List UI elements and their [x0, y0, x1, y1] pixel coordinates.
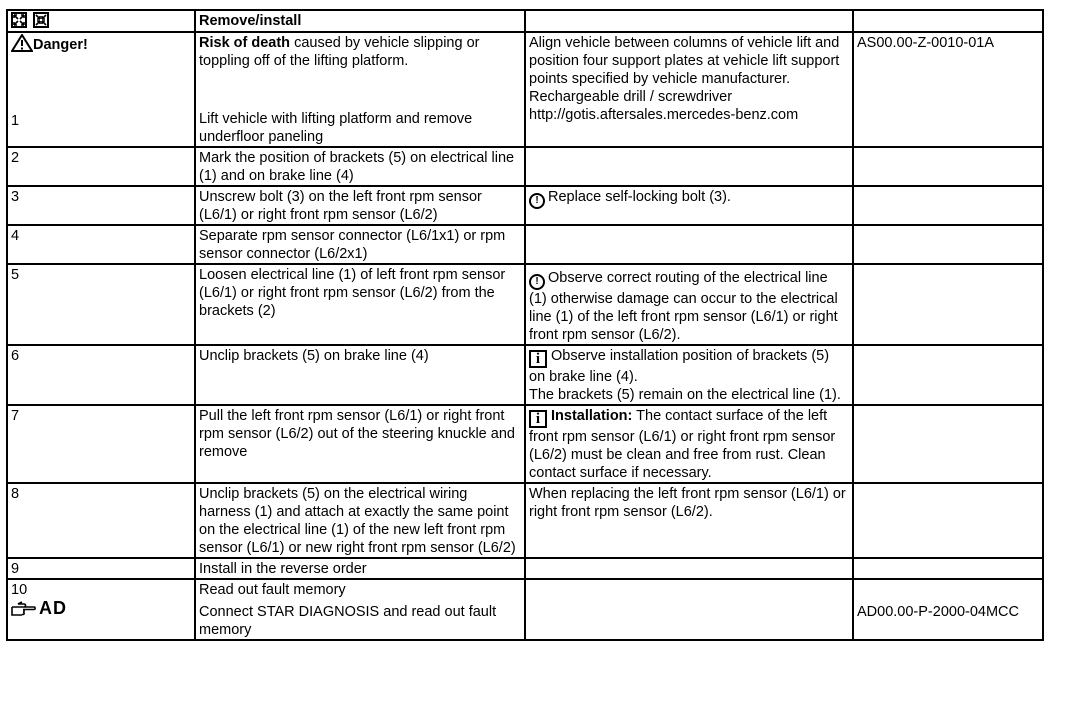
step-number-cell: [7, 579, 195, 640]
step-number: 9: [7, 558, 195, 579]
step-text: Install in the reverse order: [195, 558, 525, 579]
step-text: Separate rpm sensor connector (L6/1x1) or rpm sensor connector (L6/2x1): [195, 225, 525, 264]
step-ref: [853, 225, 1043, 264]
danger-cell: [7, 32, 195, 147]
step-number: 8: [7, 483, 195, 558]
danger-note-cell: [525, 32, 853, 147]
step-row: [7, 186, 1043, 225]
document-reference[interactable]: AS00.00-Z-0010-01A: [857, 35, 995, 51]
step-subtext: Connect STAR DIAGNOSIS and read out fault memory: [199, 604, 497, 638]
step-note: [525, 558, 853, 579]
tool-link[interactable]: http://gotis.aftersales.mercedes-benz.com: [529, 107, 799, 123]
step-text: Read out fault memory: [199, 582, 346, 598]
step-ref: [853, 483, 1043, 558]
risk-title: Risk of death: [199, 35, 291, 51]
step-number: 6: [7, 345, 195, 405]
step-number: 7: [7, 405, 195, 483]
ad-label-line: [11, 599, 191, 619]
pointing-hand-icon: [11, 601, 37, 617]
step-note: ! Observe correct routing of the electrical line (1) otherwise damage can occur to the electrical line (1) of the left front rpm sensor (L6/1) or right front rpm sensor (L6/2).: [525, 264, 853, 345]
step-note: [525, 147, 853, 186]
tool-note: Rechargeable drill / screwdriver: [529, 89, 733, 105]
risk-text: Risk of death caused by vehicle slipping or toppling off of the lifting platform.: [199, 35, 480, 69]
info-icon: i: [529, 350, 547, 368]
ad-label: AD: [39, 598, 67, 618]
step-number: 1: [11, 113, 20, 129]
danger-step1-row: [7, 32, 1043, 147]
expand-icon[interactable]: [11, 12, 27, 28]
step-row: [7, 345, 1043, 405]
collapse-icon[interactable]: [33, 12, 49, 28]
header-row: [7, 10, 1043, 32]
danger-label-line: [11, 34, 191, 54]
step-note: i Observe installation position of brackets (5) on brake line (4). The brackets (5) remain on the electrical line (1).: [525, 345, 853, 405]
document-reference[interactable]: AD00.00-P-2000-04MCC: [857, 604, 1019, 620]
caution-icon: !: [529, 274, 545, 290]
danger-instruction: Align vehicle between columns of vehicle lift and position four support plates at vehicle lift support points specified by vehicle manufacturer.: [529, 35, 840, 87]
step-ref: [853, 147, 1043, 186]
step-number: 4: [7, 225, 195, 264]
step-row: [7, 483, 1043, 558]
procedure-table: [6, 9, 1044, 641]
step-number: 2: [7, 147, 195, 186]
header-empty-cell: [525, 10, 853, 32]
step-row: [7, 225, 1043, 264]
step-row: [7, 579, 1043, 640]
step-text: Unclip brackets (5) on brake line (4): [195, 345, 525, 405]
step-number: 5: [7, 264, 195, 345]
step-text: Pull the left front rpm sensor (L6/1) or right front rpm sensor (L6/2) out of the steering knuckle and remove: [195, 405, 525, 483]
step-note: [525, 225, 853, 264]
header-icons-cell: [7, 10, 195, 32]
step-ref: [853, 405, 1043, 483]
danger-text-cell: [195, 32, 525, 147]
step-number: 3: [7, 186, 195, 225]
step-row: [7, 558, 1043, 579]
warning-triangle-icon: [11, 34, 33, 52]
step-ref: [853, 345, 1043, 405]
step-text: Loosen electrical line (1) of left front rpm sensor (L6/1) or right front rpm sensor (L6/2) from the brackets (2): [195, 264, 525, 345]
step-row: [7, 147, 1043, 186]
step-note: ! Replace self-locking bolt (3).: [525, 186, 853, 225]
header-title: Remove/install: [195, 10, 525, 32]
step-row: [7, 264, 1043, 345]
step-ref: [853, 264, 1043, 345]
step-row: [7, 405, 1043, 483]
step-text: Lift vehicle with lifting platform and remove underfloor paneling: [199, 111, 473, 145]
tightening-torque-icon: !: [529, 193, 545, 209]
step-ref-cell: [853, 579, 1043, 640]
info-icon: i: [529, 410, 547, 428]
step-note: [525, 579, 853, 640]
step-text: Mark the position of brackets (5) on electrical line (1) and on brake line (4): [195, 147, 525, 186]
step-text: Unscrew bolt (3) on the left front rpm sensor (L6/1) or right front rpm sensor (L6/2): [195, 186, 525, 225]
step-note: i Installation: The contact surface of the left front rpm sensor (L6/1) or right front rpm sensor (L6/2) must be clean and free from rust. Clean contact surface if necessary.: [525, 405, 853, 483]
step-number: 10: [11, 582, 28, 598]
step-note: When replacing the left front rpm sensor (L6/1) or right front rpm sensor (L6/2).: [525, 483, 853, 558]
step-ref: [853, 186, 1043, 225]
step-text-cell: [195, 579, 525, 640]
header-empty-cell: [853, 10, 1043, 32]
step-text: Unclip brackets (5) on the electrical wiring harness (1) and attach at exactly the same point on the electrical line (1) of the new left front rpm sensor (L6/1) or new right front rpm sensor (L6/2): [195, 483, 525, 558]
danger-ref-cell: [853, 32, 1043, 147]
danger-label: Danger!: [33, 37, 88, 53]
step-ref: [853, 558, 1043, 579]
